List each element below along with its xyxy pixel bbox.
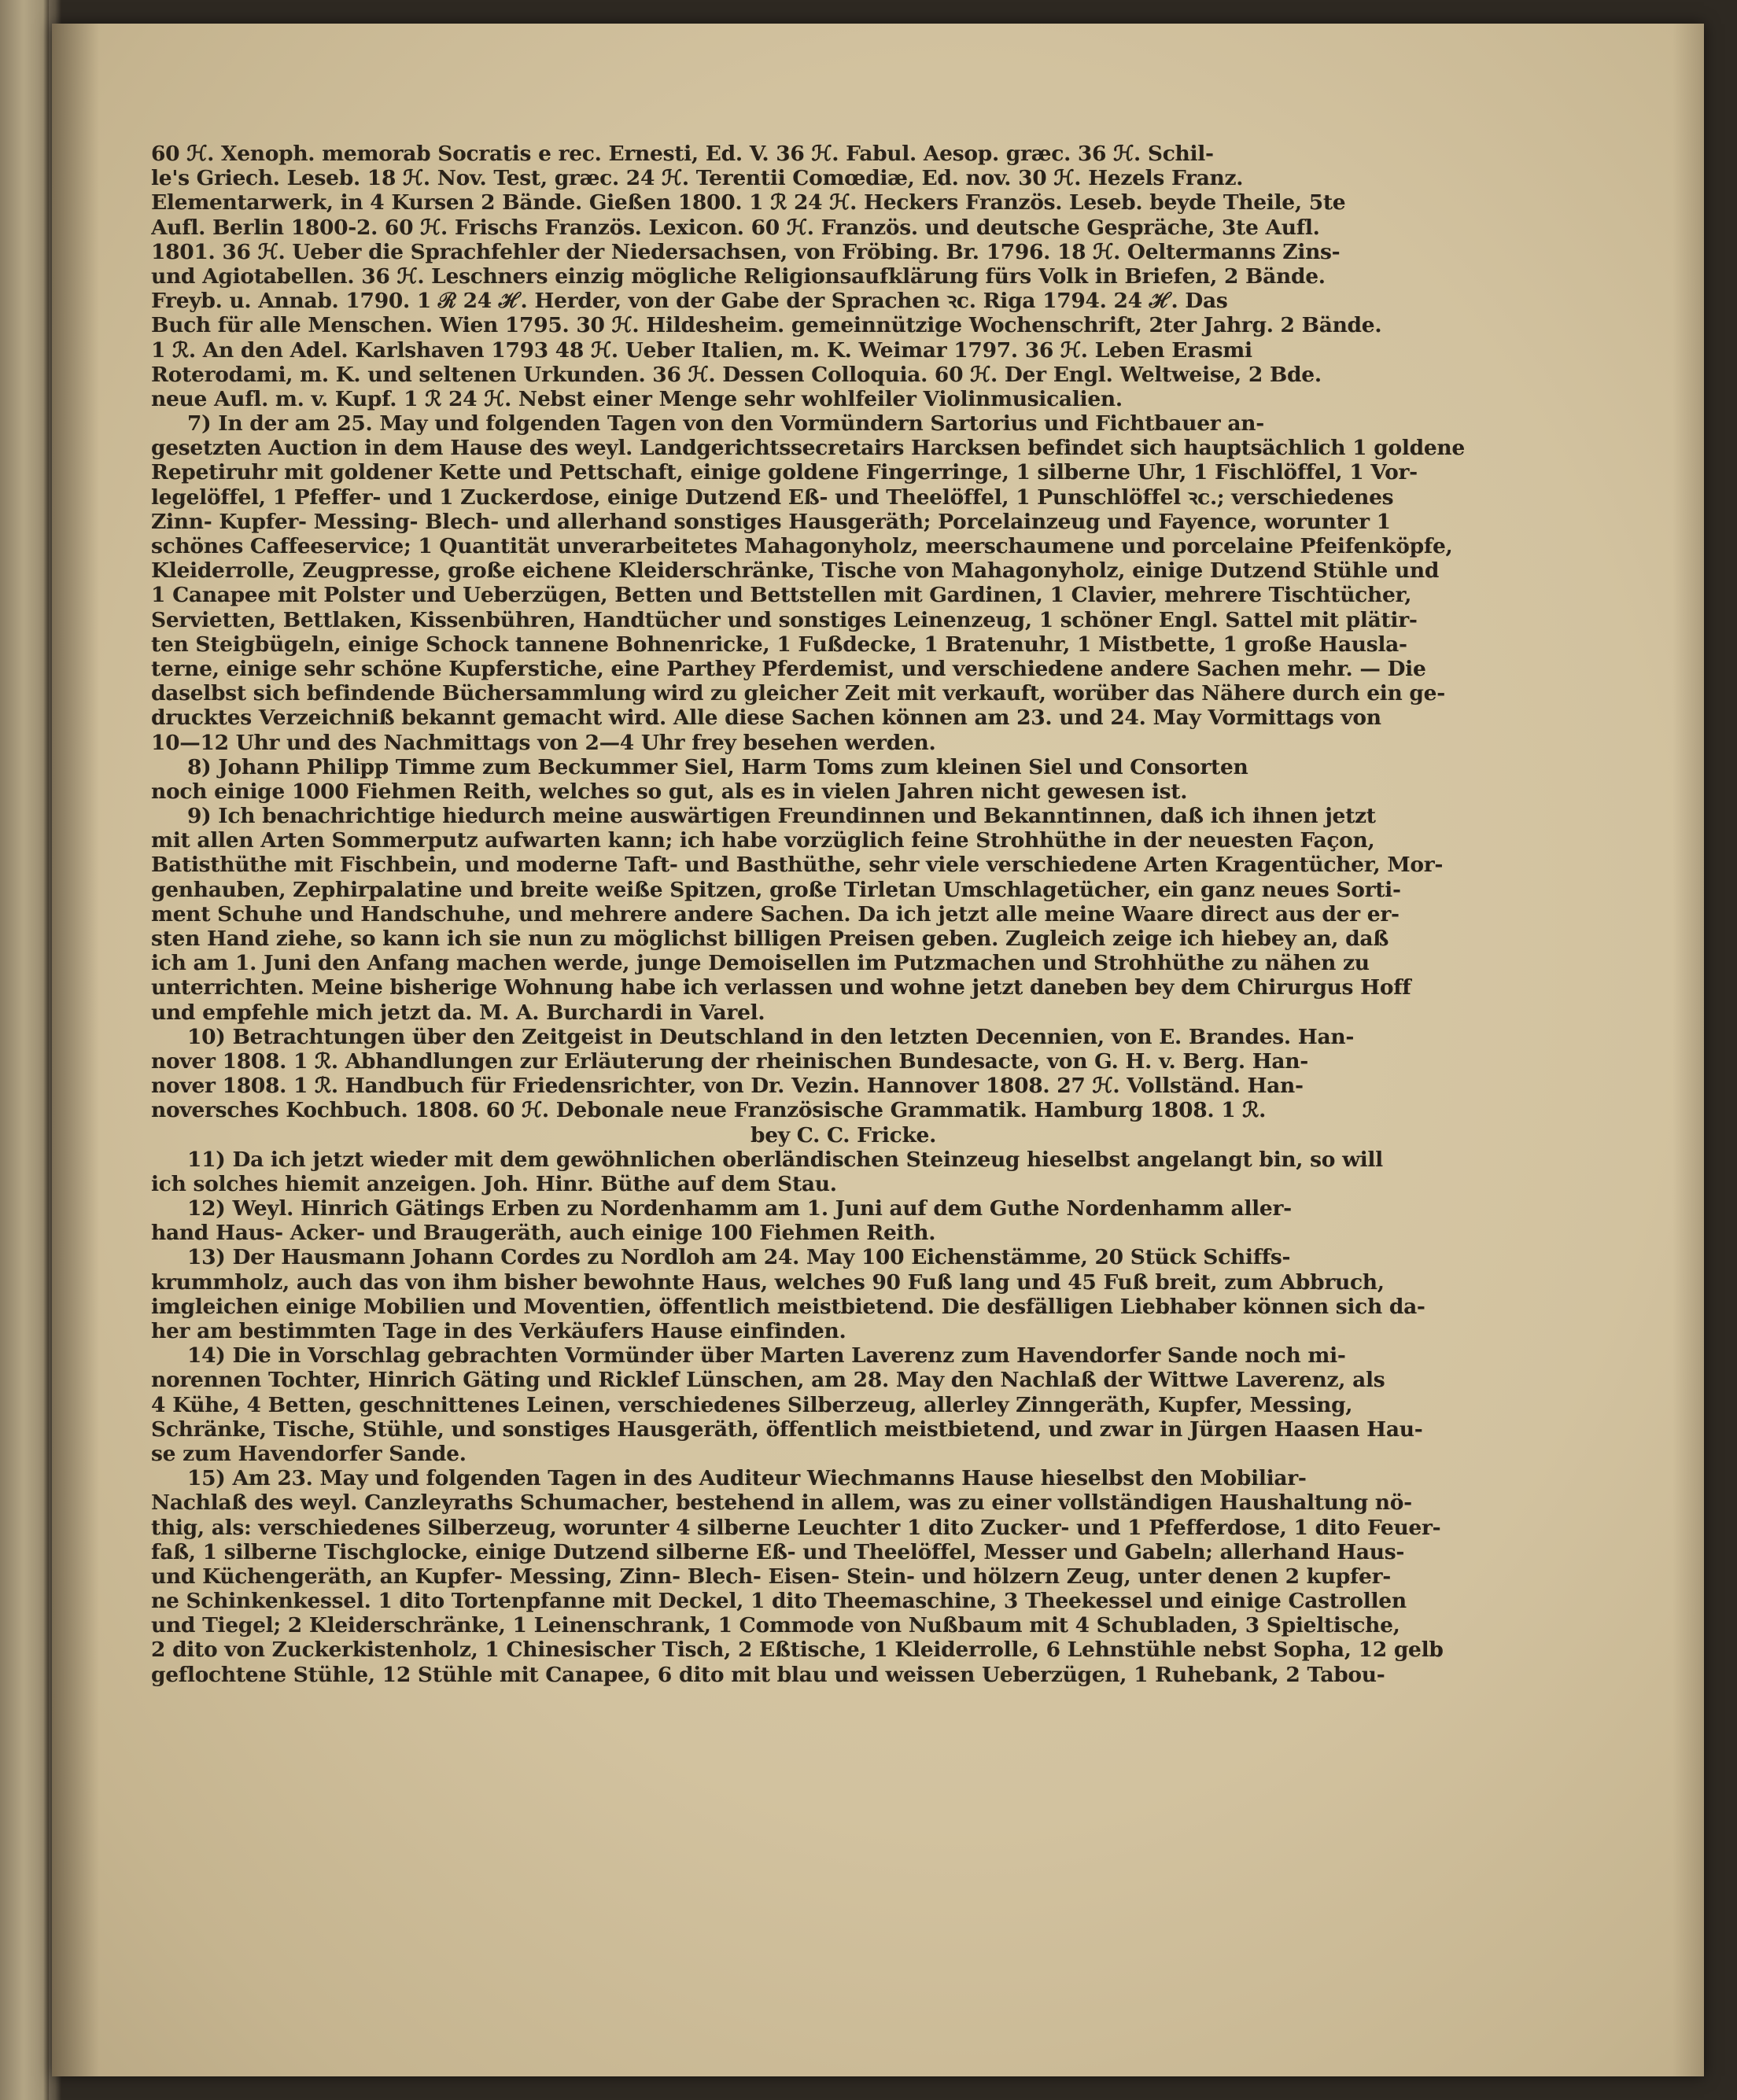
text-line: 1 ℛ. An den Adel. Karlshaven 1793 48 ℋ. Ueber Italien, m. K. Weimar 1797. 36 ℋ. Leben Erasmi (151, 337, 1252, 363)
text-line: Aufl. Berlin 1800-2. 60 ℋ. Frischs Französ. Lexicon. 60 ℋ. Französ. und deutsche Gespräche, 3te Aufl. (151, 215, 1320, 240)
gutter-shadow (52, 24, 99, 2076)
text-line: le's Griech. Leseb. 18 ℋ. Nov. Test, græc. 24 ℋ. Terentii Comœdiæ, Ed. nov. 30 ℋ. Hezels Franz. (151, 166, 1244, 191)
text-line: 7) In der am 25. May und folgenden Tagen von den Vormündern Sartorius und Fichtbauer an- (187, 411, 1264, 437)
text-line: Servietten, Bettlaken, Kissenbühren, Handtücher und sonstiges Leinenzeug, 1 schöner Engl. Sattel mit plätir- (151, 607, 1418, 632)
text-line: se zum Havendorfer Sande. (151, 1441, 467, 1466)
text-line: Freyb. u. Annab. 1790. 1 ℛ 24 ℋ. Herder, von der Gabe der Sprachen ꝛc. Riga 1794. 24 ℋ. Das (151, 289, 1228, 314)
text-line: Elementarwerk, in 4 Kursen 2 Bände. Gießen 1800. 1 ℛ 24 ℋ. Heckers Französ. Leseb. beyde Theile, 5te (151, 190, 1346, 216)
text-line: 11) Da ich jetzt wieder mit dem gewöhnlichen oberländischen Steinzeug hieselbst angelangt bin, so will (187, 1147, 1383, 1172)
text-line: thig, als: verschiedenes Silberzeug, worunter 4 silberne Leuchter 1 dito Zucker- und 1 Pfefferdose, 1 dito Feuer- (151, 1515, 1441, 1540)
text-line: neue Aufl. m. v. Kupf. 1 ℛ 24 ℋ. Nebst einer Menge sehr wohlfeiler Violinmusicalien. (151, 386, 1123, 411)
text-line: gesetzten Auction in dem Hause des weyl. Landgerichtssecretairs Harcksen befindet sich hauptsächlich 1 goldene (151, 436, 1465, 461)
text-line: Repetiruhr mit goldener Kette und Pettschaft, einige goldene Fingerringe, 1 silberne Uhr, 1 Fischlöffel, 1 Vor- (151, 460, 1418, 485)
text-line: 1801. 36 ℋ. Ueber die Sprachfehler der Niedersachsen, von Fröbing. Br. 1796. 18 ℋ. Oeltermanns Zins- (151, 239, 1341, 264)
text-line: schönes Caffeeservice; 1 Quantität unverarbeitetes Mahagonyholz, meerschaumene und porcelaine Pfeifenköpfe, (151, 534, 1453, 558)
text-line: 2 dito von Zuckerkistenholz, 1 Chinesischer Tisch, 2 Eßtische, 1 Kleiderrolle, 6 Lehnstühle nebst Sopha, 12 gelb (151, 1638, 1444, 1663)
text-line: ment Schuhe und Handschuhe, und mehrere andere Sachen. Da ich jetzt alle meine Waare direct aus der er- (151, 901, 1400, 927)
page-edge-shadow (1672, 24, 1704, 2076)
text-line: nover 1808. 1 ℛ. Abhandlungen zur Erläuterung der rheinischen Bundesacte, von G. H. v. Berg. Han- (151, 1048, 1308, 1074)
text-line: ten Steigbügeln, einige Schock tannene Bohnenricke, 1 Fußdecke, 1 Bratenuhr, 1 Mistbette, 1 große Hausla- (151, 632, 1407, 657)
text-line: 10) Betrachtungen über den Zeitgeist in Deutschland in den letzten Decennien, von E. Brandes. Han- (187, 1024, 1355, 1049)
text-line: 15) Am 23. May und folgenden Tagen in des Auditeur Wiechmanns Hause hieselbst den Mobiliar- (187, 1466, 1307, 1491)
text-line: 10—12 Uhr und des Nachmittags von 2—4 Uhr frey besehen werden. (151, 730, 936, 755)
text-line: Buch für alle Menschen. Wien 1795. 30 ℋ. Hildesheim. gemeinnützige Wochenschrift, 2ter Jahrg. 2 Bände. (151, 313, 1382, 338)
text-line: 12) Weyl. Hinrich Gätings Erben zu Nordenhamm am 1. Juni auf dem Guthe Nordenhamm aller- (187, 1196, 1292, 1221)
text-line: genhauben, Zephirpalatine und breite weiße Spitzen, große Tirletan Umschlagetücher, ein ganz neues Sorti- (151, 877, 1401, 902)
text-line: daselbst sich befindende Büchersammlung wird zu gleicher Zeit mit verkauft, worüber das Nähere durch ein ge- (151, 681, 1445, 706)
text-line: Schränke, Tische, Stühle, und sonstiges Hausgeräth, öffentlich meistbietend, und zwar in Jürgen Haasen Hau- (151, 1417, 1423, 1442)
text-line: terne, einige sehr schöne Kupferstiche, eine Parthey Pferdemist, und verschiedene andere Sachen mehr. — Die (151, 656, 1426, 681)
text-line: ich am 1. Juni den Anfang machen werde, junge Demoisellen im Putzmachen und Strohhüthe zu nähen zu (151, 951, 1370, 976)
text-line: Zinn- Kupfer- Messing- Blech- und allerhand sonstiges Hausgeräth; Porcelainzeug und Fayence, worunter 1 (151, 509, 1391, 534)
text-line: 1 Canapee mit Polster und Ueberzügen, Betten und Bettstellen mit Gardinen, 1 Clavier, mehrere Tischtücher, (151, 583, 1412, 608)
text-line: her am bestimmten Tage in des Verkäufers Hause einfinden. (151, 1319, 846, 1343)
text-line: Nachlaß des weyl. Canzleyraths Schumacher, bestehend in allem, was zu einer vollständigen Haushaltung nö- (151, 1490, 1412, 1516)
text-line: legelöffel, 1 Pfeffer- und 1 Zuckerdose, einige Dutzend Eß- und Theelöffel, 1 Punschlöffel ꝛc.; verschiedenes (151, 484, 1394, 510)
text-line: Kleiderrolle, Zeugpresse, große eichene Kleiderschränke, Tische von Mahagonyholz, einige Dutzend Stühle und (151, 558, 1440, 584)
text-line: drucktes Verzeichniß bekannt gemacht wird. Alle diese Sachen können am 23. und 24. May Vormittags von (151, 706, 1381, 731)
text-line: noversches Kochbuch. 1808. 60 ℋ. Debonale neue Französische Grammatik. Hamburg 1808. 1 ℛ. (151, 1098, 1267, 1123)
text-line: hand Haus- Acker- und Braugeräth, auch einige 100 Fiehmen Reith. (151, 1221, 936, 1246)
text-line: Batisthüthe mit Fischbein, und moderne Taft- und Basthüthe, sehr viele verschiedene Arten Kragentücher, Mor- (151, 853, 1444, 878)
text-line: 14) Die in Vorschlag gebrachten Vormünder über Marten Laverenz zum Havendorfer Sande noch mi- (187, 1343, 1346, 1369)
text-line: und empfehle mich jetzt da. M. A. Burchardi in Varel. (151, 1000, 765, 1025)
left-page-edge (0, 0, 49, 2100)
text-line: sten Hand ziehe, so kann ich sie nun zu möglichst billigen Preisen geben. Zugleich zeige ich hiebey an, daß (151, 927, 1389, 951)
text-line: mit allen Arten Sommerputz aufwarten kann; ich habe vorzüglich feine Strohhüthe in der neuesten Façon, (151, 828, 1375, 853)
text-line: ich solches hiemit anzeigen. Joh. Hinr. Büthe auf dem Stau. (151, 1171, 837, 1196)
text-line: norennen Tochter, Hinrich Gäting und Ricklef Lünschen, am 28. May den Nachlaß der Wittwe Laverenz, als (151, 1368, 1385, 1393)
text-line: faß, 1 silberne Tischglocke, einige Dutzend silberne Eß- und Theelöffel, Messer und Gabeln; allerhand Haus- (151, 1539, 1405, 1564)
text-line: bey C. C. Fricke. (750, 1122, 937, 1148)
text-line: 8) Johann Philipp Timme zum Beckummer Siel, Harm Toms zum kleinen Siel und Consorten (187, 754, 1248, 779)
text-line: nover 1808. 1 ℛ. Handbuch für Friedensrichter, von Dr. Vezin. Hannover 1808. 27 ℋ. Vollständ. Han- (151, 1074, 1304, 1099)
text-line: krummholz, auch das von ihm bisher bewohnte Haus, welches 90 Fuß lang und 45 Fuß breit, zum Abbruch, (151, 1269, 1385, 1295)
text-line: geflochtene Stühle, 12 Stühle mit Canapee, 6 dito mit blau und weissen Ueberzügen, 1 Ruhebank, 2 Tabou- (151, 1662, 1385, 1687)
newspaper-page (52, 24, 1704, 2076)
text-line: Roterodami, m. K. und seltenen Urkunden. 36 ℋ. Dessen Colloquia. 60 ℋ. Der Engl. Weltweise, 2 Bde. (151, 362, 1322, 387)
text-line: 9) Ich benachrichtige hiedurch meine auswärtigen Freundinnen und Bekanntinnen, daß ich ihnen jetzt (187, 804, 1376, 829)
text-line: noch einige 1000 Fiehmen Reith, welches so gut, als es in vielen Jahren nicht gewesen ist. (151, 779, 1188, 804)
page-text (151, 142, 1536, 1687)
text-line: und Agiotabellen. 36 ℋ. Leschners einzig mögliche Religionsaufklärung fürs Volk in Briefen, 2 Bände. (151, 263, 1326, 289)
text-line: unterrichten. Meine bisherige Wohnung habe ich verlassen und wohne jetzt daneben bey dem Chirurgus Hoff (151, 975, 1411, 1000)
text-line: und Tiegel; 2 Kleiderschränke, 1 Leinenschrank, 1 Commode von Nußbaum mit 4 Schubladen, 3 Spieltische, (151, 1613, 1400, 1638)
text-line: 60 ℋ. Xenoph. memorab Socratis e rec. Ernesti, Ed. V. 36 ℋ. Fabul. Aesop. græc. 36 ℋ. Schil- (151, 142, 1214, 166)
text-line: imgleichen einige Mobilien und Moventien, öffentlich meistbietend. Die desfälligen Liebhaber können sich da- (151, 1294, 1425, 1319)
text-line: und Küchengeräth, an Kupfer- Messing, Zinn- Blech- Eisen- Stein- und hölzern Zeug, unter denen 2 kupfer- (151, 1564, 1391, 1589)
text-line: ne Schinkenkessel. 1 dito Tortenpfanne mit Deckel, 1 dito Theemaschine, 3 Theekessel und einige Castrollen (151, 1589, 1407, 1614)
text-line: 13) Der Hausmann Johann Cordes zu Nordloh am 24. May 100 Eichenstämme, 20 Stück Schiffs- (187, 1245, 1291, 1270)
text-line: 4 Kühe, 4 Betten, geschnittenes Leinen, verschiedenes Silberzeug, allerley Zinngeräth, Kupfer, Messing, (151, 1392, 1353, 1417)
